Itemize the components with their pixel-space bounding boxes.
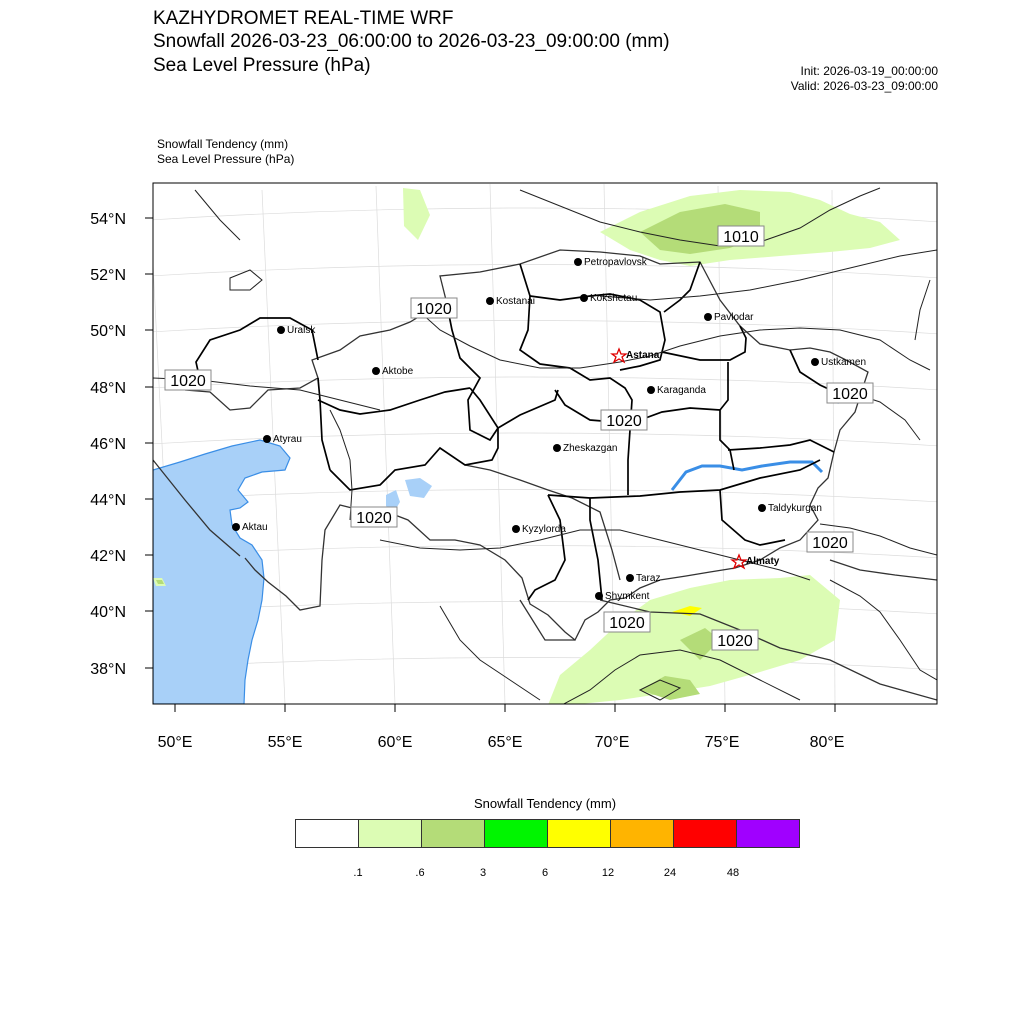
- lat-label: 38°N: [90, 661, 126, 678]
- city-zheskazgan: [553, 443, 617, 454]
- colorbar-label: 48: [726, 867, 740, 879]
- field-label-snowfall: Snowfall Tendency (mm): [157, 137, 289, 151]
- colorbar-title: Snowfall Tendency (mm): [473, 796, 617, 811]
- contour-label: 1010: [723, 229, 759, 246]
- colorbar-cell: [485, 820, 548, 847]
- colorbar-label: 3: [479, 867, 487, 879]
- colorbar-cell: [296, 820, 359, 847]
- city-dot: [512, 525, 520, 533]
- contour-label-box: [601, 410, 647, 430]
- city-label: Almaty: [746, 556, 780, 567]
- lat-label: 52°N: [90, 267, 126, 284]
- colorbar-label: 12: [601, 867, 615, 879]
- city-label: Astana: [626, 350, 660, 361]
- lat-label: 42°N: [90, 548, 126, 565]
- lat-label: 54°N: [90, 211, 126, 228]
- city-label: Taldykurgan: [768, 503, 822, 514]
- colorbar-cell: [611, 820, 674, 847]
- contour-label-box: [351, 507, 397, 527]
- city-dot: [263, 435, 271, 443]
- city-label: Aktobe: [382, 366, 414, 377]
- city-dot: [626, 574, 634, 582]
- title-line-3: Sea Level Pressure (hPa): [153, 55, 371, 76]
- city-label: Zheskazgan: [563, 443, 618, 454]
- city-dot: [553, 444, 561, 452]
- colorbar: [295, 819, 800, 848]
- valid-time: Valid: 2026-03-23_09:00:00: [790, 79, 938, 93]
- city-label: Taraz: [636, 573, 661, 584]
- lon-label: 55°E: [267, 734, 303, 751]
- map-plot-area: [150, 183, 940, 706]
- city-dot: [580, 294, 588, 302]
- city-dot: [647, 386, 655, 394]
- contour-label-box: [827, 383, 873, 403]
- city-dot: [574, 258, 582, 266]
- city-dot: [595, 592, 603, 600]
- title-line-1: KAZHYDROMET REAL-TIME WRF: [153, 8, 454, 29]
- lon-label: 50°E: [157, 734, 193, 751]
- lon-label: 65°E: [487, 734, 523, 751]
- colorbar-cell: [422, 820, 485, 847]
- lon-label: 80°E: [809, 734, 845, 751]
- lat-label: 44°N: [90, 492, 126, 509]
- colorbar-cell: [737, 820, 799, 847]
- city-label: Uralsk: [287, 325, 316, 336]
- city-dot: [372, 367, 380, 375]
- contour-label-box: [165, 370, 211, 390]
- city-label: Pavlodar: [714, 312, 754, 323]
- lat-label: 40°N: [90, 604, 126, 621]
- city-label: Kokshetau: [590, 293, 638, 304]
- init-time: Init: 2026-03-19_00:00:00: [800, 64, 938, 78]
- contour-label: 1020: [717, 633, 753, 650]
- city-dot: [758, 504, 766, 512]
- lon-labels: [158, 734, 845, 751]
- city-label: Kostanai: [496, 296, 535, 307]
- colorbar-cell: [674, 820, 737, 847]
- contour-label-box: [718, 226, 764, 246]
- contour-label: 1020: [416, 301, 452, 318]
- city-label: Kyzylorda: [522, 524, 566, 535]
- city-dot: [811, 358, 819, 366]
- lon-label: 70°E: [594, 734, 630, 751]
- city-dot: [704, 313, 712, 321]
- city-label: Ustkamen: [821, 357, 867, 368]
- lat-label: 46°N: [90, 436, 126, 453]
- lon-label: 75°E: [704, 734, 740, 751]
- contour-label-box: [411, 298, 457, 318]
- colorbar-cell: [359, 820, 422, 847]
- contour-label-box: [712, 630, 758, 650]
- contour-label: 1020: [606, 413, 642, 430]
- city-label: Shymkent: [605, 591, 650, 602]
- contour-label: 1020: [170, 373, 206, 390]
- city-dot: [277, 326, 285, 334]
- contour-label-box: [807, 532, 853, 552]
- contour-label: 1020: [812, 535, 848, 552]
- colorbar-label: .6: [415, 867, 425, 879]
- city-label: Karaganda: [657, 385, 706, 396]
- city-label: Atyrau: [273, 434, 302, 445]
- contour-label: 1020: [609, 615, 645, 632]
- title-line-2: Snowfall 2026-03-23_06:00:00 to 2026-03-23_09:00:00 (mm): [153, 31, 670, 52]
- city-taldykurgan: [758, 503, 822, 514]
- field-label-pressure: Sea Level Pressure (hPa): [157, 152, 295, 166]
- city-label: Aktau: [242, 522, 268, 533]
- city-dot: [232, 523, 240, 531]
- lat-label: 50°N: [90, 323, 126, 340]
- lat-labels: [90, 211, 126, 678]
- contour-label: 1020: [832, 386, 868, 403]
- colorbar-cell: [548, 820, 611, 847]
- lat-label: 48°N: [90, 380, 126, 397]
- colorbar-label: 6: [541, 867, 549, 879]
- colorbar-label: .1: [353, 867, 363, 879]
- city-petropavlovsk: [574, 257, 648, 268]
- city-dot: [486, 297, 494, 305]
- city-label: Petropavlovsk: [584, 257, 647, 268]
- lon-label: 60°E: [377, 734, 413, 751]
- contour-label: 1020: [356, 510, 392, 527]
- colorbar-label: 24: [663, 867, 677, 879]
- contour-label-box: [604, 612, 650, 632]
